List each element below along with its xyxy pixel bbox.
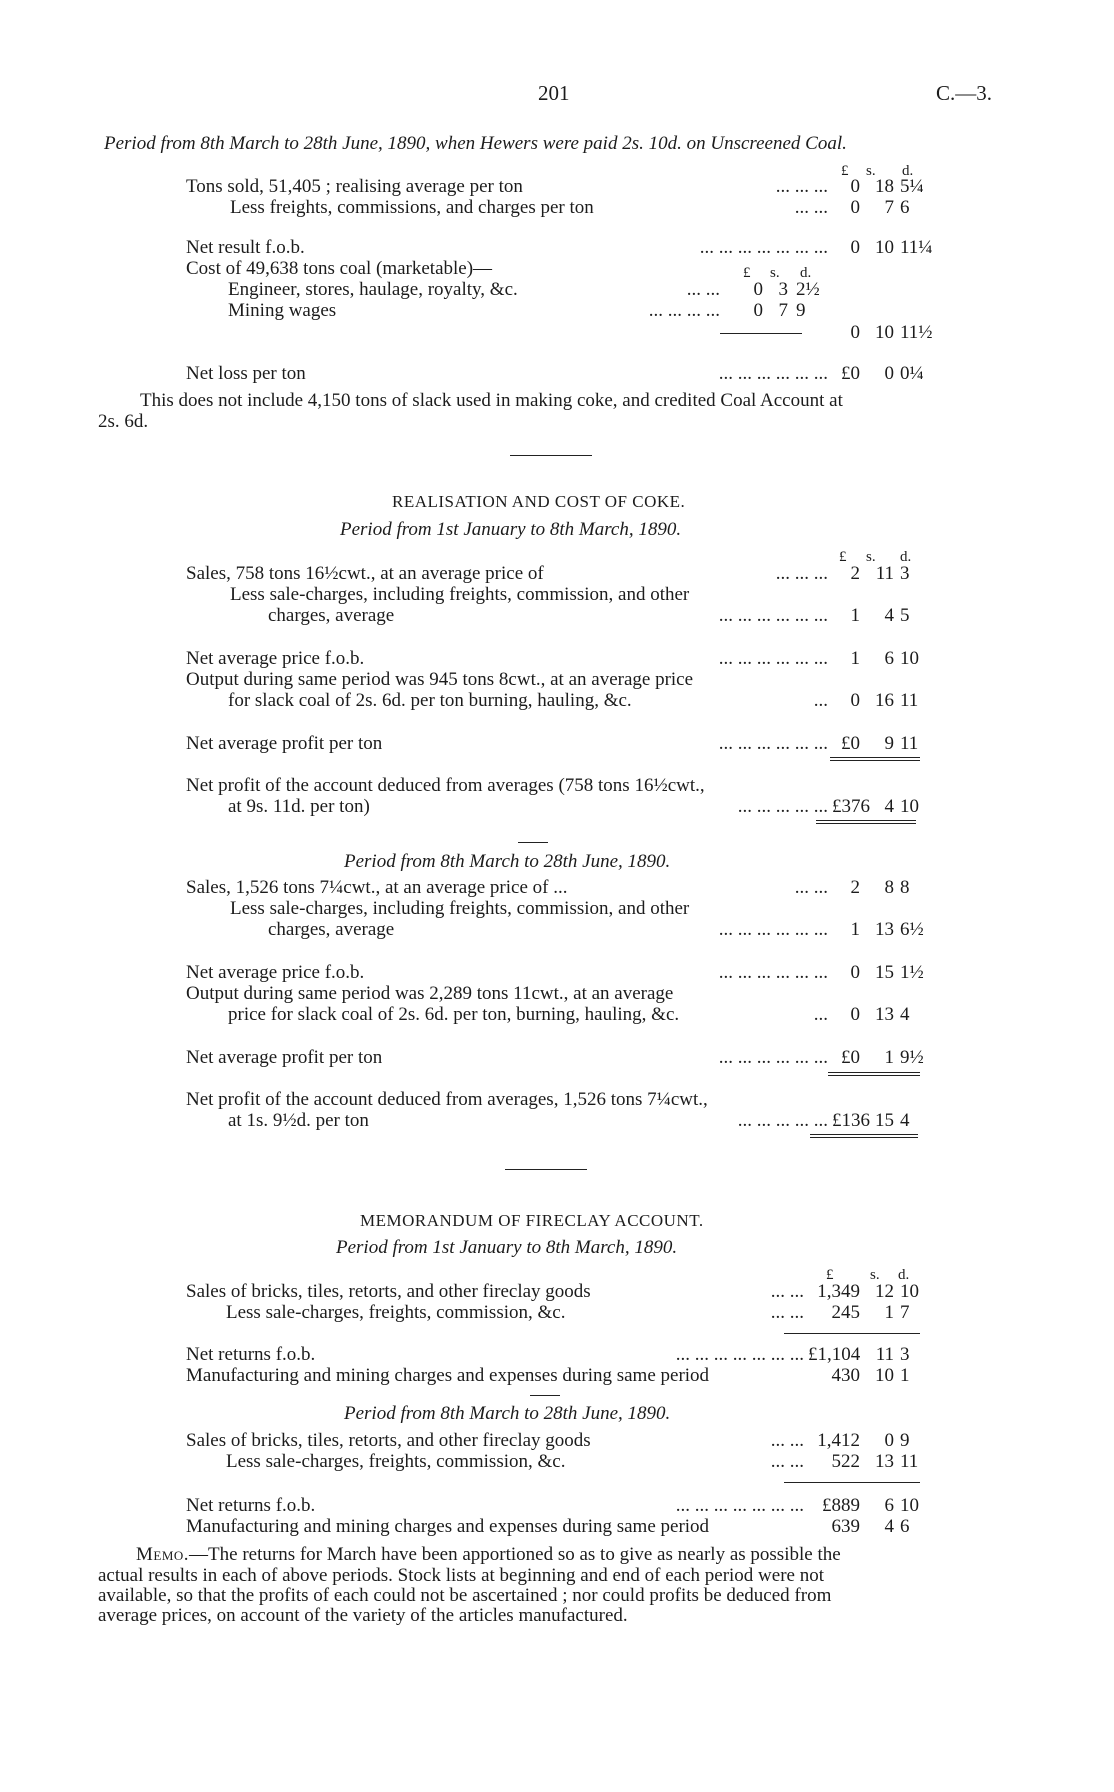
dot-leader: ... ... ... ... ... ... ... xyxy=(675,1495,804,1516)
row-label: Net average profit per ton xyxy=(186,1047,383,1068)
row-label: Net profit of the account deduced from averages (758 tons 16½cwt., xyxy=(186,775,705,796)
shillings-value: 10 xyxy=(875,1365,894,1386)
dot-leader: ... ... ... ... ... ... xyxy=(718,733,828,754)
shillings-value: 12 xyxy=(875,1281,894,1302)
sum-rule xyxy=(810,1134,918,1135)
dot-leader: ... xyxy=(813,690,828,711)
row-label: Manufacturing and mining charges and expenses during same period xyxy=(186,1365,710,1386)
dot-leader: ... ... xyxy=(770,1430,804,1451)
pence-value: 9 xyxy=(900,1430,910,1451)
row-label: Less sale-charges, freights, commission, &c. xyxy=(226,1451,566,1472)
pounds-value: 2 xyxy=(850,877,860,898)
dot-leader: ... ... xyxy=(770,1302,804,1323)
fireclay-shilling-head: s. xyxy=(870,1267,880,1283)
page-number: 201 xyxy=(538,81,570,105)
pence-value: 0¼ xyxy=(900,363,924,384)
coke-period-1-title: Period from 1st January to 8th March, 1890. xyxy=(340,519,682,540)
pence-value: 3 xyxy=(900,1344,910,1365)
pence-value: 9½ xyxy=(900,1047,924,1068)
shillings-value: 4 xyxy=(884,605,894,626)
row-label: Net returns f.o.b. xyxy=(186,1344,316,1365)
row-label: Sales of bricks, tiles, retorts, and other fireclay goods xyxy=(186,1281,591,1302)
pounds-value: 245 xyxy=(831,1302,860,1323)
memo-lead: Memo. xyxy=(136,1544,190,1565)
pence-value: 5 xyxy=(900,605,910,626)
row-label: Manufacturing and mining charges and expenses during same period xyxy=(186,1516,710,1537)
fireclay-section-title: MEMORANDUM OF FIRECLAY ACCOUNT. xyxy=(360,1211,704,1230)
memo-line-3: available, so that the profits of each could not be ascertained ; nor could profits be deduced from xyxy=(98,1585,832,1606)
shillings-value: 0 xyxy=(884,363,894,384)
pounds-value: £136 xyxy=(832,1110,870,1131)
shillings-value: 11 xyxy=(875,563,894,584)
row-label: charges, average xyxy=(268,605,395,626)
coal-pence-head: d. xyxy=(902,163,914,179)
shillings-value: 0 xyxy=(884,1430,894,1451)
pounds-value: 1 xyxy=(850,605,860,626)
pounds-value: 0 xyxy=(850,962,860,983)
pounds-value: 0 xyxy=(850,1004,860,1025)
sum-rule xyxy=(810,1137,918,1138)
pounds-value: 0 xyxy=(753,279,763,300)
pence-value: 6 xyxy=(900,197,910,218)
pence-value: 4 xyxy=(900,1110,910,1131)
shillings-value: 1 xyxy=(884,1047,894,1068)
shillings-value: 8 xyxy=(884,877,894,898)
dot-leader: ... ... xyxy=(794,877,828,898)
fireclay-period-2-title: Period from 8th March to 28th June, 1890. xyxy=(344,1403,671,1424)
shillings-value: 6 xyxy=(884,648,894,669)
pounds-value: 0 xyxy=(850,237,860,258)
row-label: Net profit of the account deduced from averages, 1,526 tons 7¼cwt., xyxy=(186,1089,708,1110)
row-label: Sales, 758 tons 16½cwt., at an average price of xyxy=(186,563,544,584)
coke-pence-head: d. xyxy=(900,549,912,565)
dot-leader: ... ... ... ... ... ... xyxy=(718,962,828,983)
pence-value: 11 xyxy=(900,1451,919,1472)
pence-value: 1 xyxy=(900,1365,910,1386)
shillings-value: 16 xyxy=(875,690,894,711)
shillings-value: 13 xyxy=(875,1451,894,1472)
row-label: Net loss per ton xyxy=(186,363,306,384)
pounds-value: 0 xyxy=(850,197,860,218)
pence-value: 11¼ xyxy=(900,237,933,258)
pence-value: 7 xyxy=(900,1302,910,1323)
memo-first-line xyxy=(136,1544,841,1566)
shillings-value: 3 xyxy=(778,279,788,300)
fireclay-period-1-title: Period from 1st January to 8th March, 1890. xyxy=(336,1237,678,1258)
dot-leader: ... ... ... ... ... ... ... xyxy=(699,237,828,258)
row-label: Net returns f.o.b. xyxy=(186,1495,316,1516)
coke-pound-head: £ xyxy=(839,549,847,565)
coke-section-title: REALISATION AND COST OF COKE. xyxy=(392,492,686,511)
coal-period-title: Period from 8th March to 28th June, 1890, when Hewers were paid 2s. 10d. on Unscreened Coal. xyxy=(104,133,847,154)
sum-rule xyxy=(816,820,916,821)
row-label: Net average price f.o.b. xyxy=(186,962,365,983)
shillings-value: 11 xyxy=(875,1344,894,1365)
coal-sub-head: s. xyxy=(770,265,780,281)
pounds-value: £0 xyxy=(841,363,860,384)
row-label: charges, average xyxy=(268,919,395,940)
memo-line-2: actual results in each of above periods. Stock lists at beginning and end of each period were not xyxy=(98,1565,824,1586)
coal-shilling-head: s. xyxy=(866,163,876,179)
dot-leader: ... ... xyxy=(794,197,828,218)
pounds-value: £376 xyxy=(832,796,870,817)
document-reference: C.—3. xyxy=(936,81,993,105)
pence-value: 6½ xyxy=(900,919,924,940)
dot-leader: ... ... ... ... ... ... xyxy=(718,919,828,940)
shillings-value: 4 xyxy=(884,1516,894,1537)
pence-value: 10 xyxy=(900,648,919,669)
subsection-divider-2 xyxy=(530,1395,560,1396)
dot-leader: ... ... xyxy=(770,1281,804,1302)
shillings-value: 13 xyxy=(875,1004,894,1025)
dot-leader: ... ... ... ... ... xyxy=(737,1110,828,1131)
shillings-value: 10 xyxy=(875,322,894,343)
row-label: Net average price f.o.b. xyxy=(186,648,365,669)
pence-value: 11 xyxy=(900,690,919,711)
subsection-divider xyxy=(518,842,548,843)
pence-value: 10 xyxy=(900,1281,919,1302)
sum-rule xyxy=(830,760,920,761)
shillings-value: 9 xyxy=(884,733,894,754)
shillings-value: 15 xyxy=(875,1110,894,1131)
pounds-value: 0 xyxy=(850,322,860,343)
row-label: Less sale-charges, including freights, commission, and other xyxy=(230,584,690,605)
coal-sub-head: d. xyxy=(800,265,812,281)
coal-sub-head: £ xyxy=(743,265,751,281)
row-label: Less freights, commissions, and charges per ton xyxy=(230,197,594,218)
pence-value: 1½ xyxy=(900,962,924,983)
dot-leader: ... ... ... ... ... ... xyxy=(718,648,828,669)
pence-value: 2½ xyxy=(796,279,820,300)
shillings-value: 18 xyxy=(875,176,894,197)
row-label: Less sale-charges, including freights, commission, and other xyxy=(230,898,690,919)
pounds-value: 0 xyxy=(850,690,860,711)
dot-leader: ... ... xyxy=(686,279,720,300)
dot-leader: ... ... ... xyxy=(775,563,828,584)
dot-leader: ... ... ... xyxy=(775,176,828,197)
coke-period-2-title: Period from 8th March to 28th June, 1890. xyxy=(344,851,671,872)
pence-value: 10 xyxy=(900,796,919,817)
pounds-value: 430 xyxy=(831,1365,860,1386)
pence-value: 9 xyxy=(796,300,806,321)
section-divider xyxy=(510,455,592,456)
pounds-value: £1,104 xyxy=(808,1344,861,1365)
pounds-value: 0 xyxy=(850,176,860,197)
pence-value: 3 xyxy=(900,563,910,584)
pence-value: 4 xyxy=(900,1004,910,1025)
row-label: Less sale-charges, freights, commission, &c. xyxy=(226,1302,566,1323)
dot-leader: ... xyxy=(813,1004,828,1025)
row-label: Output during same period was 945 tons 8cwt., at an average price xyxy=(186,669,694,690)
row-label: Output during same period was 2,289 tons 11cwt., at an average xyxy=(186,983,674,1004)
sum-rule xyxy=(720,333,802,334)
shillings-value: 15 xyxy=(875,962,894,983)
shillings-value: 6 xyxy=(884,1495,894,1516)
coal-note-cont: 2s. 6d. xyxy=(98,411,149,432)
row-label: at 1s. 9½d. per ton xyxy=(228,1110,369,1131)
pence-value: 11½ xyxy=(900,322,933,343)
pence-value: 5¼ xyxy=(900,176,924,197)
dot-leader: ... ... ... ... ... ... xyxy=(718,363,828,384)
coal-pound-head: £ xyxy=(841,163,849,179)
sum-rule xyxy=(784,1482,920,1483)
row-label: at 9s. 11d. per ton) xyxy=(228,796,370,817)
sum-rule xyxy=(830,757,920,758)
shillings-value: 4 xyxy=(884,796,894,817)
pence-value: 10 xyxy=(900,1495,919,1516)
pence-value: 11 xyxy=(900,733,919,754)
fireclay-pence-head: d. xyxy=(898,1267,910,1283)
shillings-value: 10 xyxy=(875,237,894,258)
sum-rule xyxy=(828,1072,920,1073)
pounds-value: £0 xyxy=(841,733,860,754)
pence-value: 6 xyxy=(900,1516,910,1537)
row-label: for slack coal of 2s. 6d. per ton burning, hauling, &c. xyxy=(228,690,632,711)
row-label: price for slack coal of 2s. 6d. per ton, burning, hauling, &c. xyxy=(228,1004,680,1025)
pounds-value: 1 xyxy=(850,919,860,940)
memo-text: —The returns for March have been apportioned so as to give as nearly as possible the xyxy=(189,1544,841,1565)
row-label: Mining wages xyxy=(228,300,337,321)
shillings-value: 1 xyxy=(884,1302,894,1323)
row-label: Net result f.o.b. xyxy=(186,237,305,258)
pounds-value: 1,412 xyxy=(817,1430,860,1451)
pounds-value: 2 xyxy=(850,563,860,584)
pounds-value: 0 xyxy=(753,300,763,321)
shillings-value: 7 xyxy=(884,197,894,218)
pence-value: 8 xyxy=(900,877,910,898)
coal-note: This does not include 4,150 tons of slack used in making coke, and credited Coal Account at xyxy=(140,390,843,411)
row-label: Cost of 49,638 tons coal (marketable)— xyxy=(186,258,493,279)
sum-rule xyxy=(828,1075,920,1076)
dot-leader: ... ... ... ... ... xyxy=(737,796,828,817)
row-label: Net average profit per ton xyxy=(186,733,383,754)
memo-line-4: average prices, on account of the variety of the articles manufactured. xyxy=(98,1605,628,1626)
row-label: Engineer, stores, haulage, royalty, &c. xyxy=(228,279,518,300)
section-divider-2 xyxy=(505,1169,587,1170)
coke-shilling-head: s. xyxy=(866,549,876,565)
sum-rule xyxy=(784,1333,920,1334)
row-label: Tons sold, 51,405 ; realising average per ton xyxy=(186,176,523,197)
shillings-value: 13 xyxy=(875,919,894,940)
pounds-value: £889 xyxy=(822,1495,860,1516)
dot-leader: ... ... xyxy=(770,1451,804,1472)
shillings-value: 7 xyxy=(778,300,788,321)
sum-rule xyxy=(816,823,916,824)
pounds-value: 1 xyxy=(850,648,860,669)
row-label: Sales, 1,526 tons 7¼cwt., at an average price of ... xyxy=(186,877,568,898)
dot-leader: ... ... ... ... ... ... ... xyxy=(675,1344,804,1365)
pounds-value: 639 xyxy=(831,1516,860,1537)
fireclay-pound-head: £ xyxy=(826,1267,834,1283)
pounds-value: 522 xyxy=(831,1451,860,1472)
row-label: Sales of bricks, tiles, retorts, and other fireclay goods xyxy=(186,1430,591,1451)
pounds-value: 1,349 xyxy=(817,1281,860,1302)
dot-leader: ... ... ... ... ... ... xyxy=(718,1047,828,1068)
dot-leader: ... ... ... ... xyxy=(648,300,720,321)
pounds-value: £0 xyxy=(841,1047,860,1068)
dot-leader: ... ... ... ... ... ... xyxy=(718,605,828,626)
